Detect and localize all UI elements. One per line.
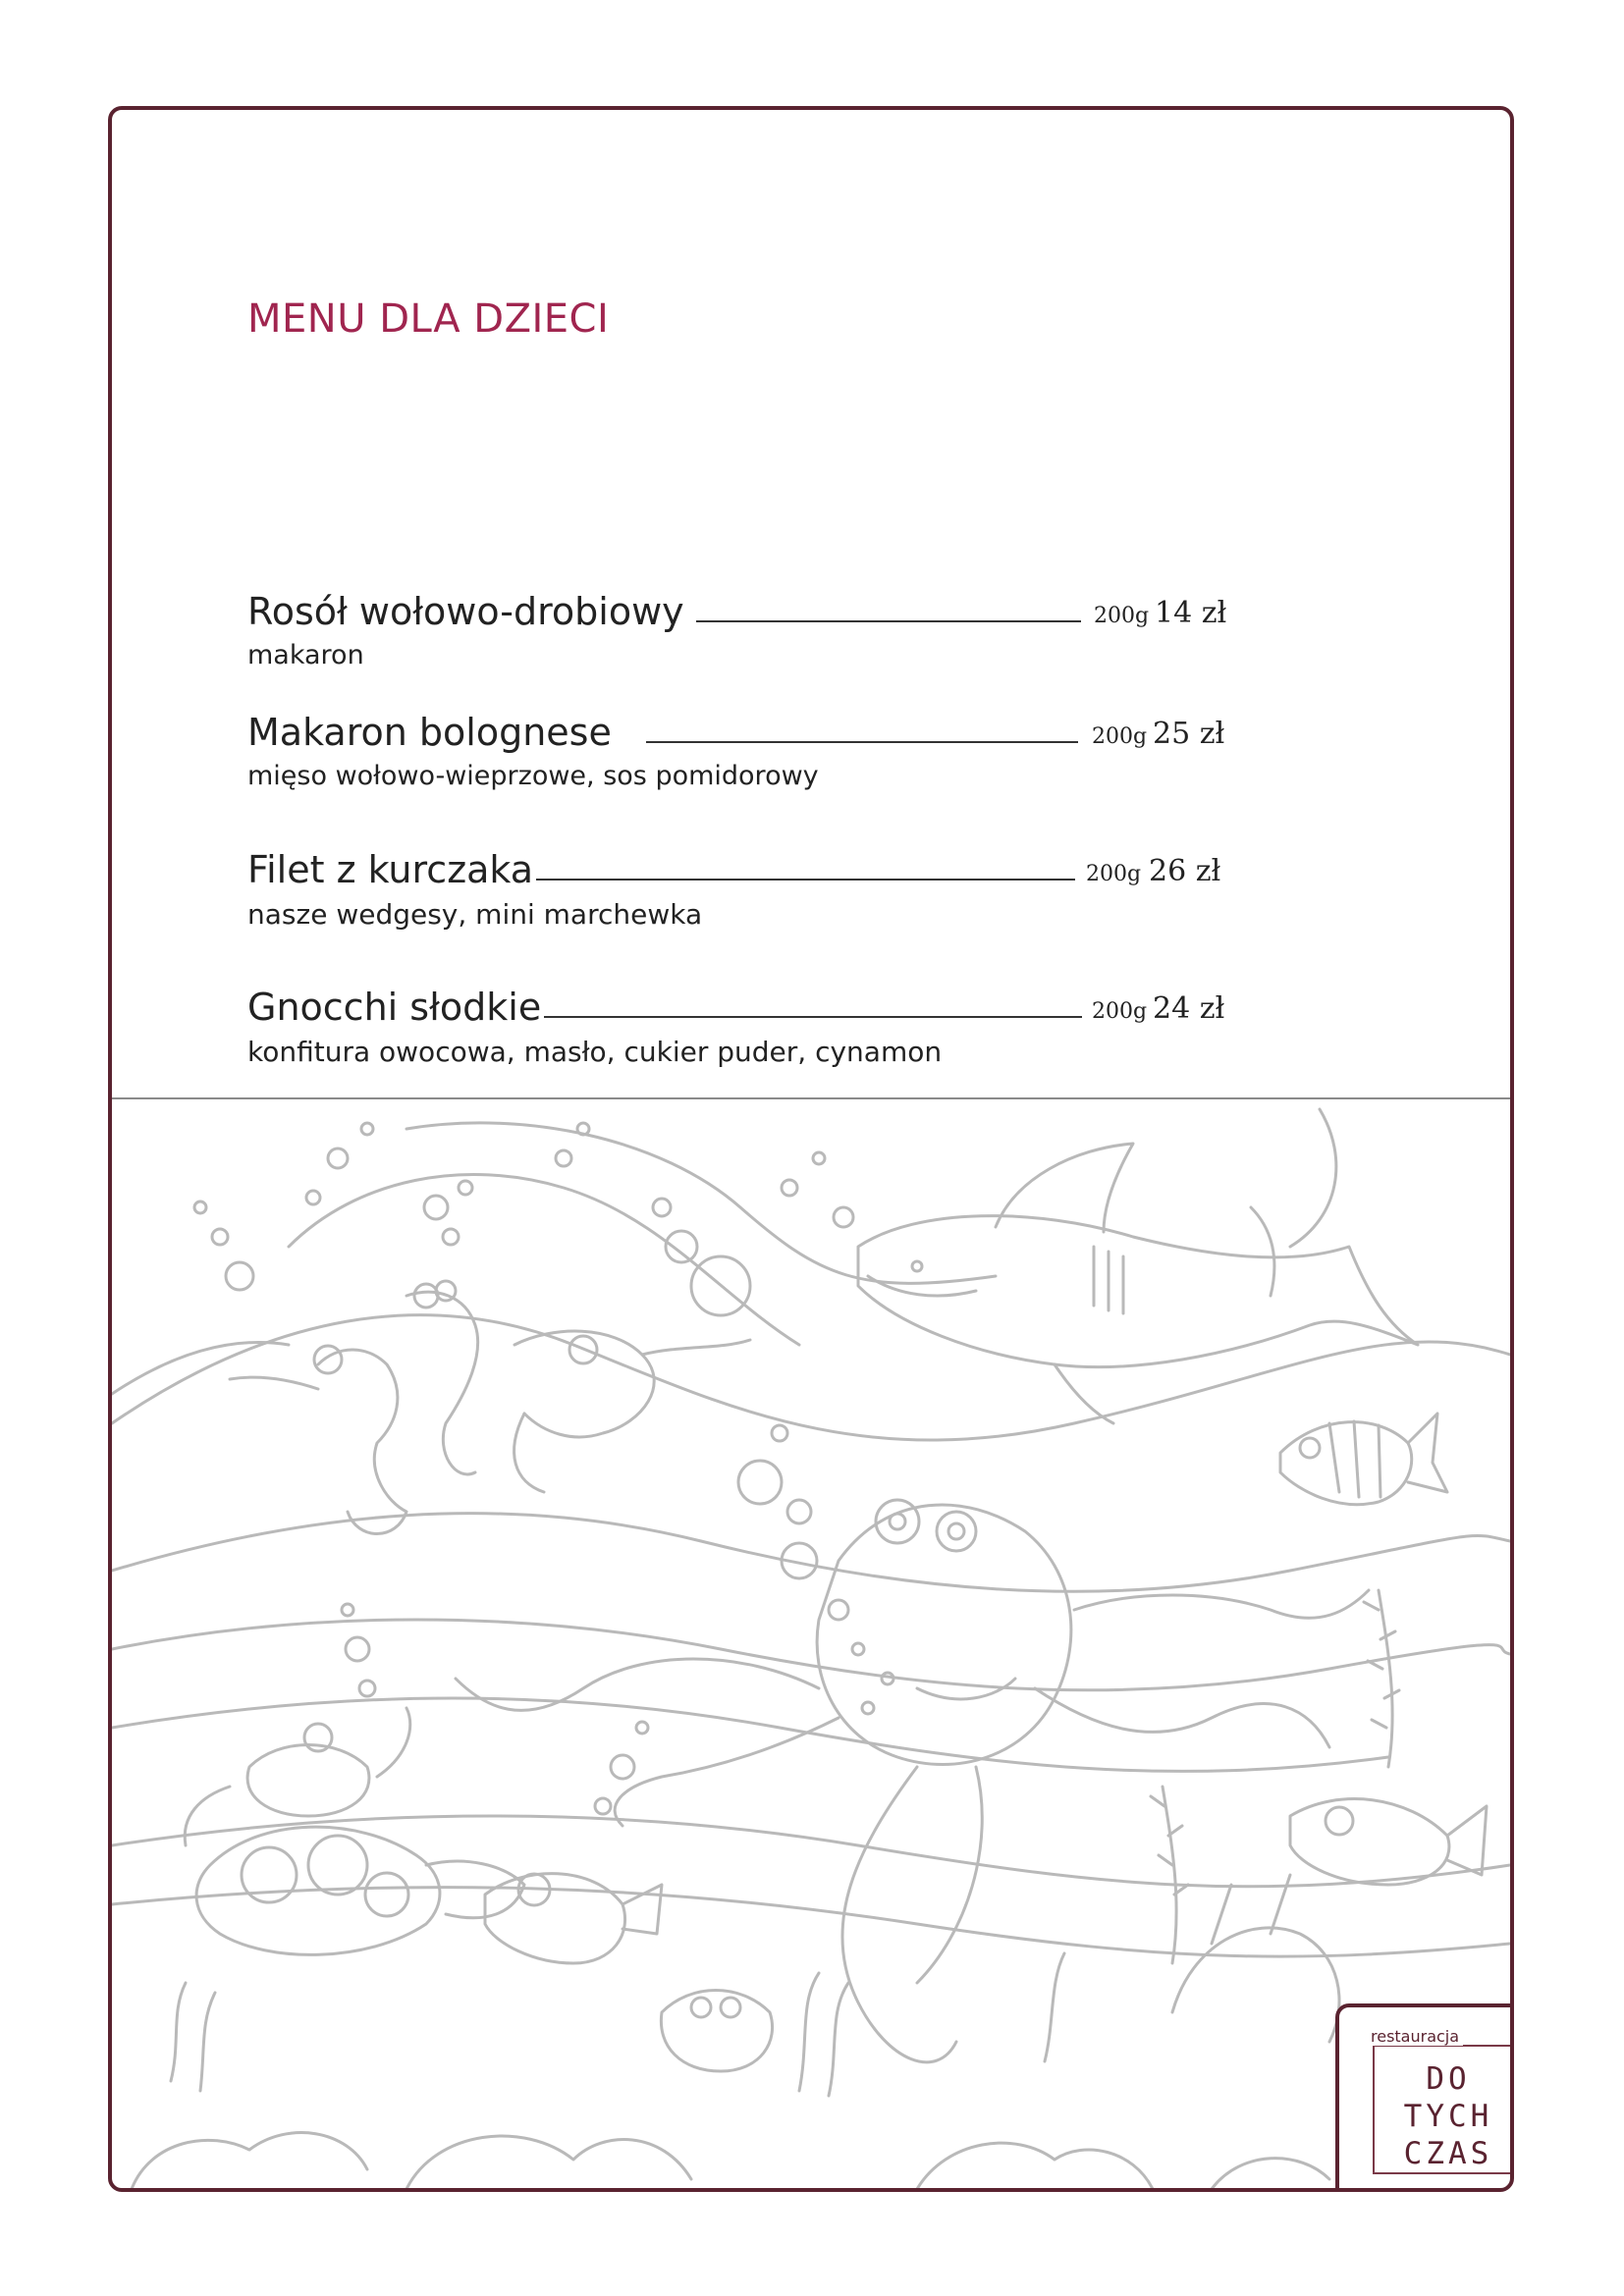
menu-item: [247, 967, 1445, 1068]
wave-line: [112, 1514, 1510, 1592]
logo-line: CZAS: [1403, 2136, 1493, 2171]
menu-item: [247, 692, 1445, 791]
leader-line: [536, 879, 1075, 881]
menu-item-price: 24 zł: [1153, 991, 1225, 1026]
wave-line: [112, 1315, 1510, 1440]
menu-item-description: konfitura owocowa, masło, cukier puder, cynamon: [247, 1036, 943, 1068]
menu-item-weight: 200g: [1086, 862, 1142, 886]
wave-line: [112, 1342, 289, 1394]
menu-page-frame: [108, 106, 1514, 2192]
wave-line: [112, 1888, 1510, 1957]
menu-item-description: makaron: [247, 640, 364, 670]
menu-item-name: Filet z kurczaka: [247, 848, 534, 891]
leader-line: [646, 741, 1078, 743]
logo-line: TYCH: [1403, 2099, 1493, 2134]
crab-turtle-drawing: [185, 1708, 524, 1954]
menu-item-name: Rosół wołowo-drobiowy: [247, 590, 684, 633]
logo-small-text: restauracja: [1367, 2027, 1463, 2046]
menu-item-weight: 200g: [1092, 724, 1148, 749]
small-fish-drawing: [1280, 1414, 1447, 1505]
underwater-coloring-illustration: [112, 1099, 1510, 2189]
bottom-fish-drawing: [485, 1874, 773, 2071]
menu-item-weight: 200g: [1094, 604, 1150, 628]
menu-item-price: 25 zł: [1153, 717, 1225, 751]
menu-item-price: 14 zł: [1155, 596, 1227, 630]
wave-line: [112, 1620, 1510, 1690]
menu-item-name: Makaron bolognese: [247, 711, 612, 754]
logo-line: DO: [1426, 2061, 1471, 2097]
menu-item-description: nasze wedgesy, mini marchewka: [247, 898, 703, 931]
wave-line: [406, 1123, 996, 1283]
wave-line: [1290, 1109, 1336, 1247]
logo-frame: [1373, 2045, 1514, 2174]
right-fish-plants-drawing: [1151, 1590, 1487, 2042]
seahorse-group-drawing: [230, 1281, 750, 1534]
menu-item: [247, 829, 1445, 931]
page-title: MENU DLA DZIECI: [247, 296, 610, 342]
octopus-drawing: [456, 1500, 1369, 2062]
menu-item-description: mięso wołowo-wieprzowe, sos pomidorowy: [247, 761, 819, 791]
menu-item-weight: 200g: [1092, 999, 1148, 1024]
leader-line: [696, 620, 1081, 622]
leader-line: [544, 1016, 1082, 1018]
menu-item-price: 26 zł: [1149, 854, 1221, 888]
menu-item: [247, 571, 1445, 670]
menu-item-name: Gnocchi słodkie: [247, 986, 542, 1029]
restaurant-logo: [1335, 2003, 1514, 2192]
